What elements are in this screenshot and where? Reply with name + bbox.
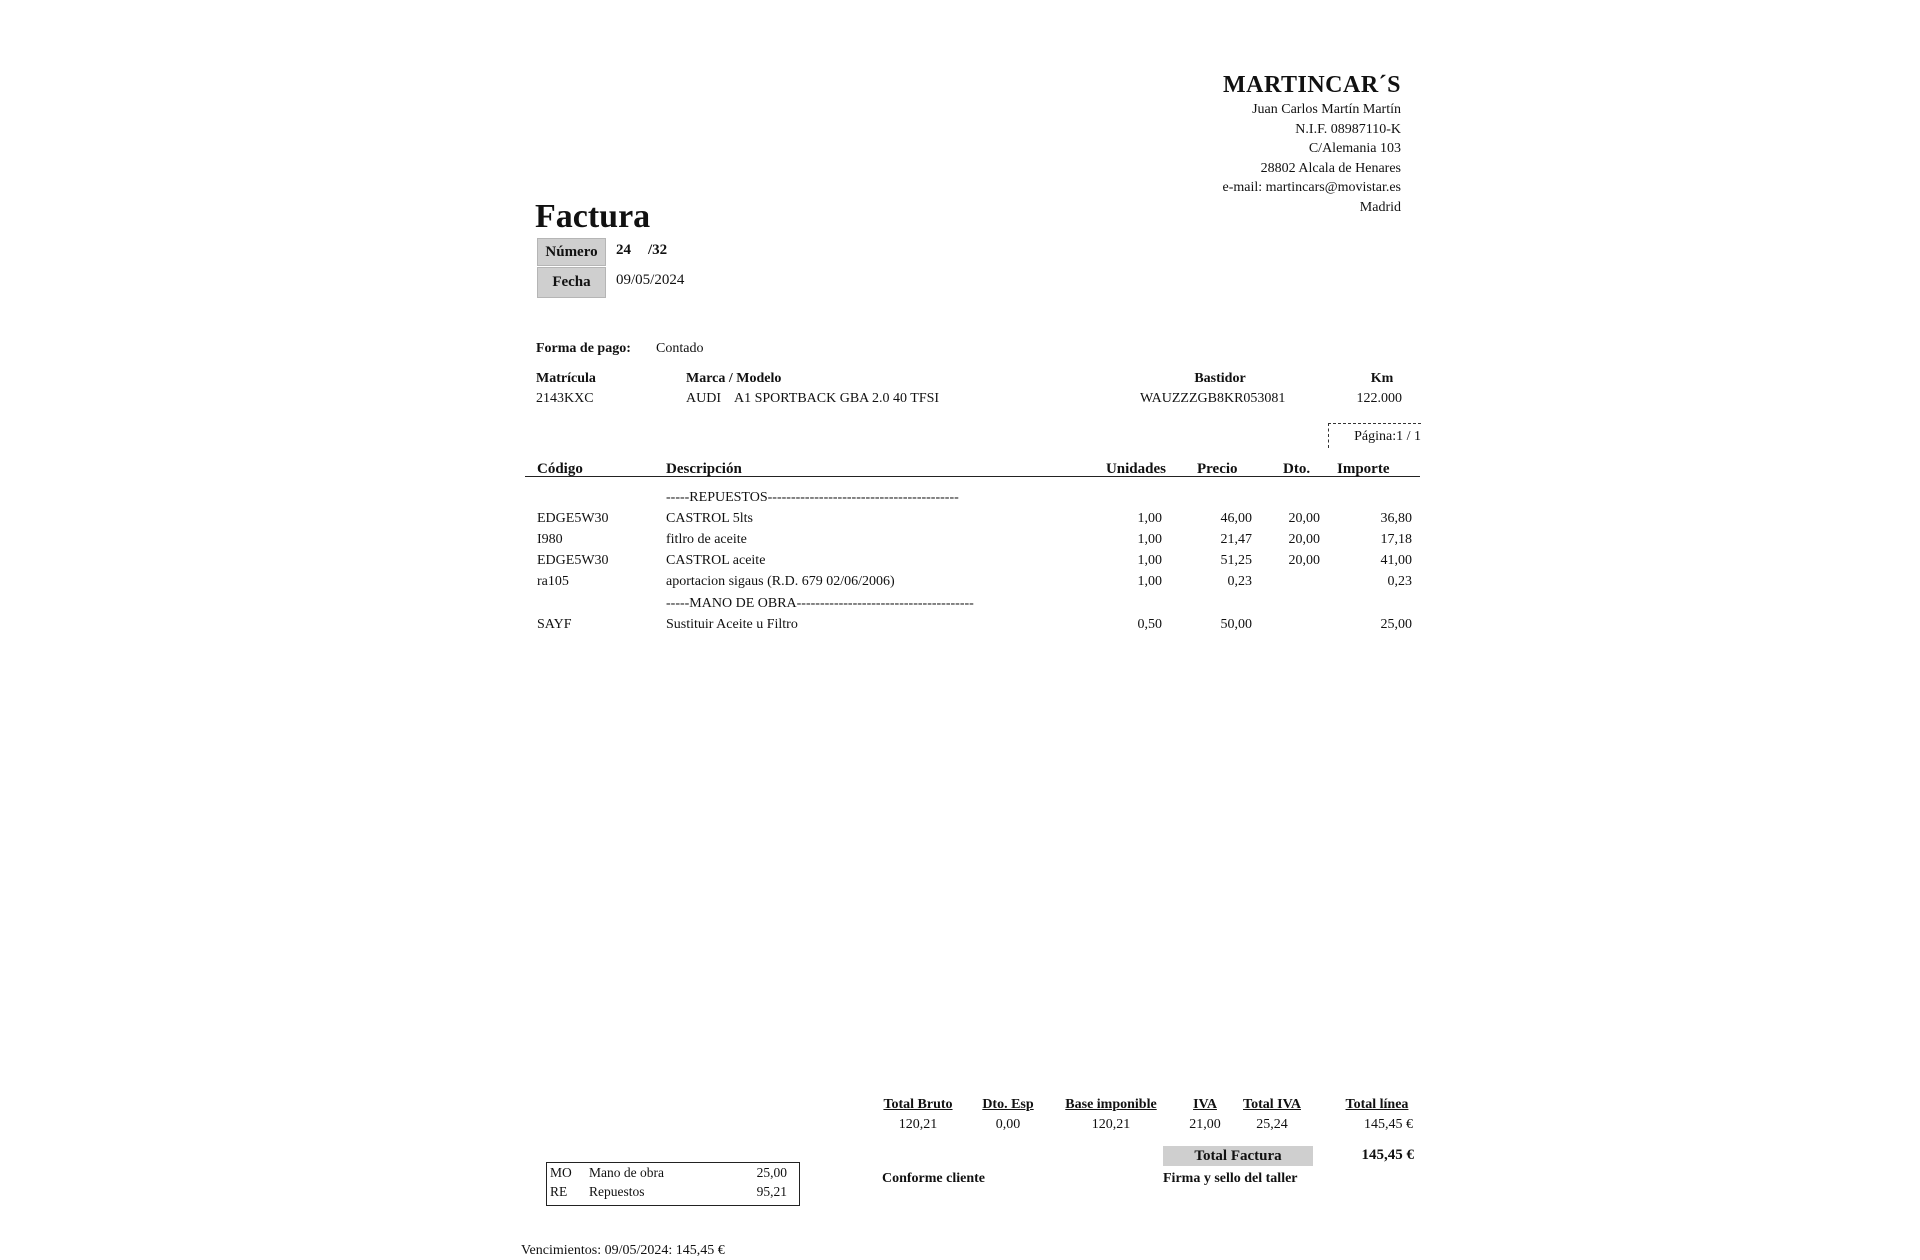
bastidor-value: WAUZZZGB8KR053081 [1140, 391, 1286, 406]
total-factura-value: 145,45 € [1361, 1147, 1414, 1163]
numero-value: 24 [616, 242, 631, 258]
row-descripcion: CASTROL aceite [666, 553, 766, 568]
firma-taller: Firma y sello del taller [1163, 1171, 1298, 1186]
row-importe: 36,80 [1380, 511, 1412, 526]
row-descripcion: aportacion sigaus (R.D. 679 02/06/2006) [666, 574, 895, 589]
summary-value: 95,21 [756, 1184, 787, 1199]
row-unidades: 1,00 [1137, 574, 1162, 589]
row-codigo: SAYF [537, 617, 572, 632]
bastidor-label: Bastidor [1194, 371, 1246, 386]
row-unidades: 1,00 [1137, 532, 1162, 547]
summary-label: Mano de obra [589, 1165, 664, 1180]
row-descripcion: Sustituir Aceite u Filtro [666, 617, 798, 632]
row-importe: 0,23 [1387, 574, 1412, 589]
company-owner: Juan Carlos Martín Martín [1252, 102, 1401, 117]
row-precio: 46,00 [1220, 511, 1252, 526]
col-header-unidades: Unidades [1105, 461, 1166, 477]
row-importe: 41,00 [1380, 553, 1412, 568]
invoice-title: Factura [535, 198, 651, 235]
summary-label: Repuestos [589, 1184, 645, 1199]
company-header [1222, 70, 1401, 218]
row-precio: 21,47 [1220, 532, 1252, 547]
section-mano-obra: -----MANO DE OBRA-------------------------------------- [666, 596, 974, 611]
marca-label: Marca / Modelo [686, 371, 782, 386]
col-header-descripcion: Descripción [666, 461, 742, 477]
section-repuestos: -----REPUESTOS----------------------------------------- [666, 490, 959, 505]
fecha-value: 09/05/2024 [616, 272, 685, 288]
row-codigo: I980 [537, 532, 563, 547]
total-bruto-value: 120,21 [898, 1117, 938, 1132]
forma-pago-value: Contado [656, 341, 704, 356]
km-value: 122.000 [1356, 391, 1402, 406]
row-precio: 51,25 [1220, 553, 1252, 568]
matricula-value: 2143KXC [536, 391, 594, 406]
row-dto: 20,00 [1288, 511, 1320, 526]
row-precio: 50,00 [1220, 617, 1252, 632]
row-unidades: 1,00 [1137, 511, 1162, 526]
col-header-codigo: Código [537, 461, 583, 477]
company-name: MARTINCAR´S [1223, 72, 1401, 98]
modelo-value: A1 SPORTBACK GBA 2.0 40 TFSI [734, 391, 940, 406]
row-descripcion: fitlro de aceite [666, 532, 747, 547]
company-province: Madrid [1359, 199, 1401, 215]
dto-esp-value: 0,00 [995, 1117, 1021, 1132]
summary-code: MO [550, 1165, 572, 1180]
page-indicator: Página:1 / 1 [1328, 423, 1421, 448]
marca-value: AUDI [686, 391, 721, 406]
total-factura-label: Total Factura [1163, 1146, 1313, 1166]
row-codigo: EDGE5W30 [537, 511, 609, 526]
row-descripcion: CASTROL 5lts [666, 511, 753, 526]
company-nif: N.I.F. 08987110-K [1295, 121, 1401, 137]
row-precio: 0,23 [1227, 574, 1252, 589]
conforme-cliente: Conforme cliente [882, 1171, 986, 1186]
numero-label: Número [537, 238, 606, 266]
dto-esp-label: Dto. Esp [982, 1097, 1034, 1112]
forma-pago-label: Forma de pago: [536, 341, 631, 356]
fecha-label: Fecha [537, 267, 606, 298]
total-iva-value: 25,24 [1256, 1117, 1288, 1132]
summary-code: RE [550, 1184, 568, 1199]
row-unidades: 1,00 [1137, 553, 1162, 568]
total-linea-value: 145,45 € [1364, 1117, 1413, 1132]
summary-row-mo [547, 1163, 799, 1182]
summary-value: 25,00 [756, 1165, 787, 1180]
row-unidades: 0,50 [1137, 617, 1162, 632]
base-imponible-label: Base imponible [1065, 1097, 1157, 1112]
company-street: C/Alemania 103 [1308, 141, 1401, 157]
total-linea-label: Total línea [1345, 1097, 1409, 1112]
row-importe: 25,00 [1380, 617, 1412, 632]
col-header-importe: Importe [1337, 461, 1390, 477]
km-label: Km [1370, 371, 1394, 386]
row-codigo: EDGE5W30 [537, 553, 609, 568]
numero-suffix: /32 [648, 242, 668, 258]
base-imponible-value: 120,21 [1091, 1117, 1131, 1132]
row-dto: 20,00 [1288, 532, 1320, 547]
vencimientos: Vencimientos: 09/05/2024: 145,45 € [521, 1243, 725, 1258]
company-email: e-mail: martincars@movistar.es [1222, 180, 1401, 196]
company-city: 28802 Alcala de Henares [1260, 160, 1401, 176]
matricula-label: Matrícula [536, 371, 596, 386]
table-header-rule [525, 476, 1420, 477]
iva-label: IVA [1193, 1097, 1217, 1112]
total-iva-label: Total IVA [1243, 1097, 1301, 1112]
row-importe: 17,18 [1380, 532, 1412, 547]
col-header-precio: Precio [1197, 461, 1238, 477]
total-bruto-label: Total Bruto [883, 1097, 953, 1112]
row-dto: 20,00 [1288, 553, 1320, 568]
iva-value: 21,00 [1189, 1117, 1221, 1132]
row-codigo: ra105 [537, 574, 569, 589]
summary-row-re [547, 1182, 799, 1201]
summary-box [546, 1162, 800, 1206]
col-header-dto: Dto. [1283, 461, 1311, 477]
